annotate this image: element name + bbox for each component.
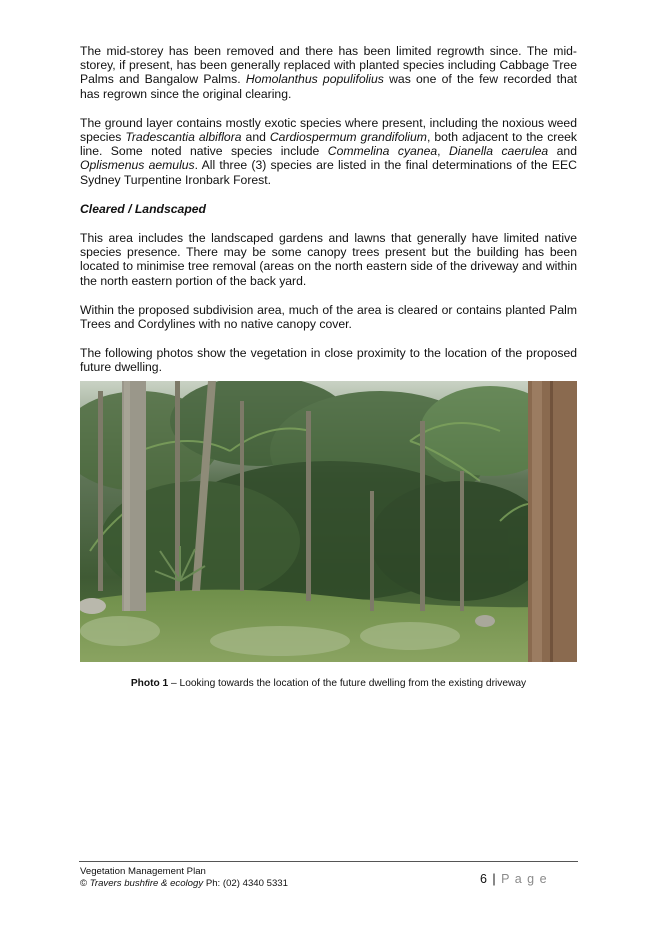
species-name: Cardiospermum grandifolium (269, 130, 427, 145)
text: was one of the few recorded that has regrown since the original clearing. (80, 72, 577, 101)
page-number-value: 6 (480, 872, 488, 886)
footer-info (80, 866, 288, 890)
footer-company: Travers bushfire & ecology (89, 878, 204, 889)
species-name: Tradescantia albiflora (125, 130, 242, 145)
species-name: Homolanthus populifolius (245, 72, 384, 87)
paragraph-subdivision: Within the proposed subdivision area, much of the area is cleared or contains planted Palm Trees and Cordylines with no native canopy cover. (80, 302, 577, 332)
section-heading: Cleared / Landscaped (80, 201, 206, 216)
paragraph-ground-layer (80, 116, 577, 187)
footer-doc-title: Vegetation Management Plan (80, 866, 206, 877)
footer-company-line (80, 878, 288, 890)
footer-phone: Ph: (02) 4340 5331 (203, 878, 288, 889)
footer-divider (79, 861, 578, 862)
text: and (241, 130, 270, 145)
caption-text: – Looking towards the location of the future dwelling from the existing driveway (168, 678, 527, 689)
caption-label: Photo 1 (130, 678, 169, 689)
paragraph-photos-intro: The following photos show the vegetation in close proximity to the location of the proposed future dwelling. (80, 346, 577, 375)
text: , (437, 144, 449, 159)
species-name: Oplismenus aemulus (80, 158, 195, 173)
page-word: P a g e (501, 872, 548, 886)
vegetation-photo (80, 381, 577, 662)
text: The ground layer contains mostly exotic species where present, including the noxious weed species (80, 115, 577, 145)
text: The mid-storey has been removed and there has been limited regrowth since. The mid-storey, if present, has been generally replaced with planted species including Cabbage Tree Palms and Bangalow Palms. (80, 44, 577, 87)
document-body (80, 44, 577, 390)
species-name: Dianella caerulea (448, 144, 549, 159)
paragraph-midstorey (80, 44, 577, 101)
copyright-symbol: © (80, 878, 88, 889)
page-separator: | (487, 872, 502, 886)
text: and (548, 144, 577, 159)
text: . All three (3) species are listed in the final determinations of the EEC Sydney Turpentine Ironbark Forest. (80, 158, 577, 187)
page-number (480, 872, 548, 886)
text: , both adjacent to the creek line. Some noted native species include (80, 130, 578, 159)
photo-caption (80, 678, 577, 690)
species-name: Commelina cyanea (327, 144, 438, 159)
paragraph-landscaped: This area includes the landscaped gardens and lawns that generally have limited native species presence. There may be some canopy trees present but the building has been located to minimise tree removal (areas on the north eastern side of the driveway and within the north eastern portion of the back yard. (80, 231, 577, 288)
